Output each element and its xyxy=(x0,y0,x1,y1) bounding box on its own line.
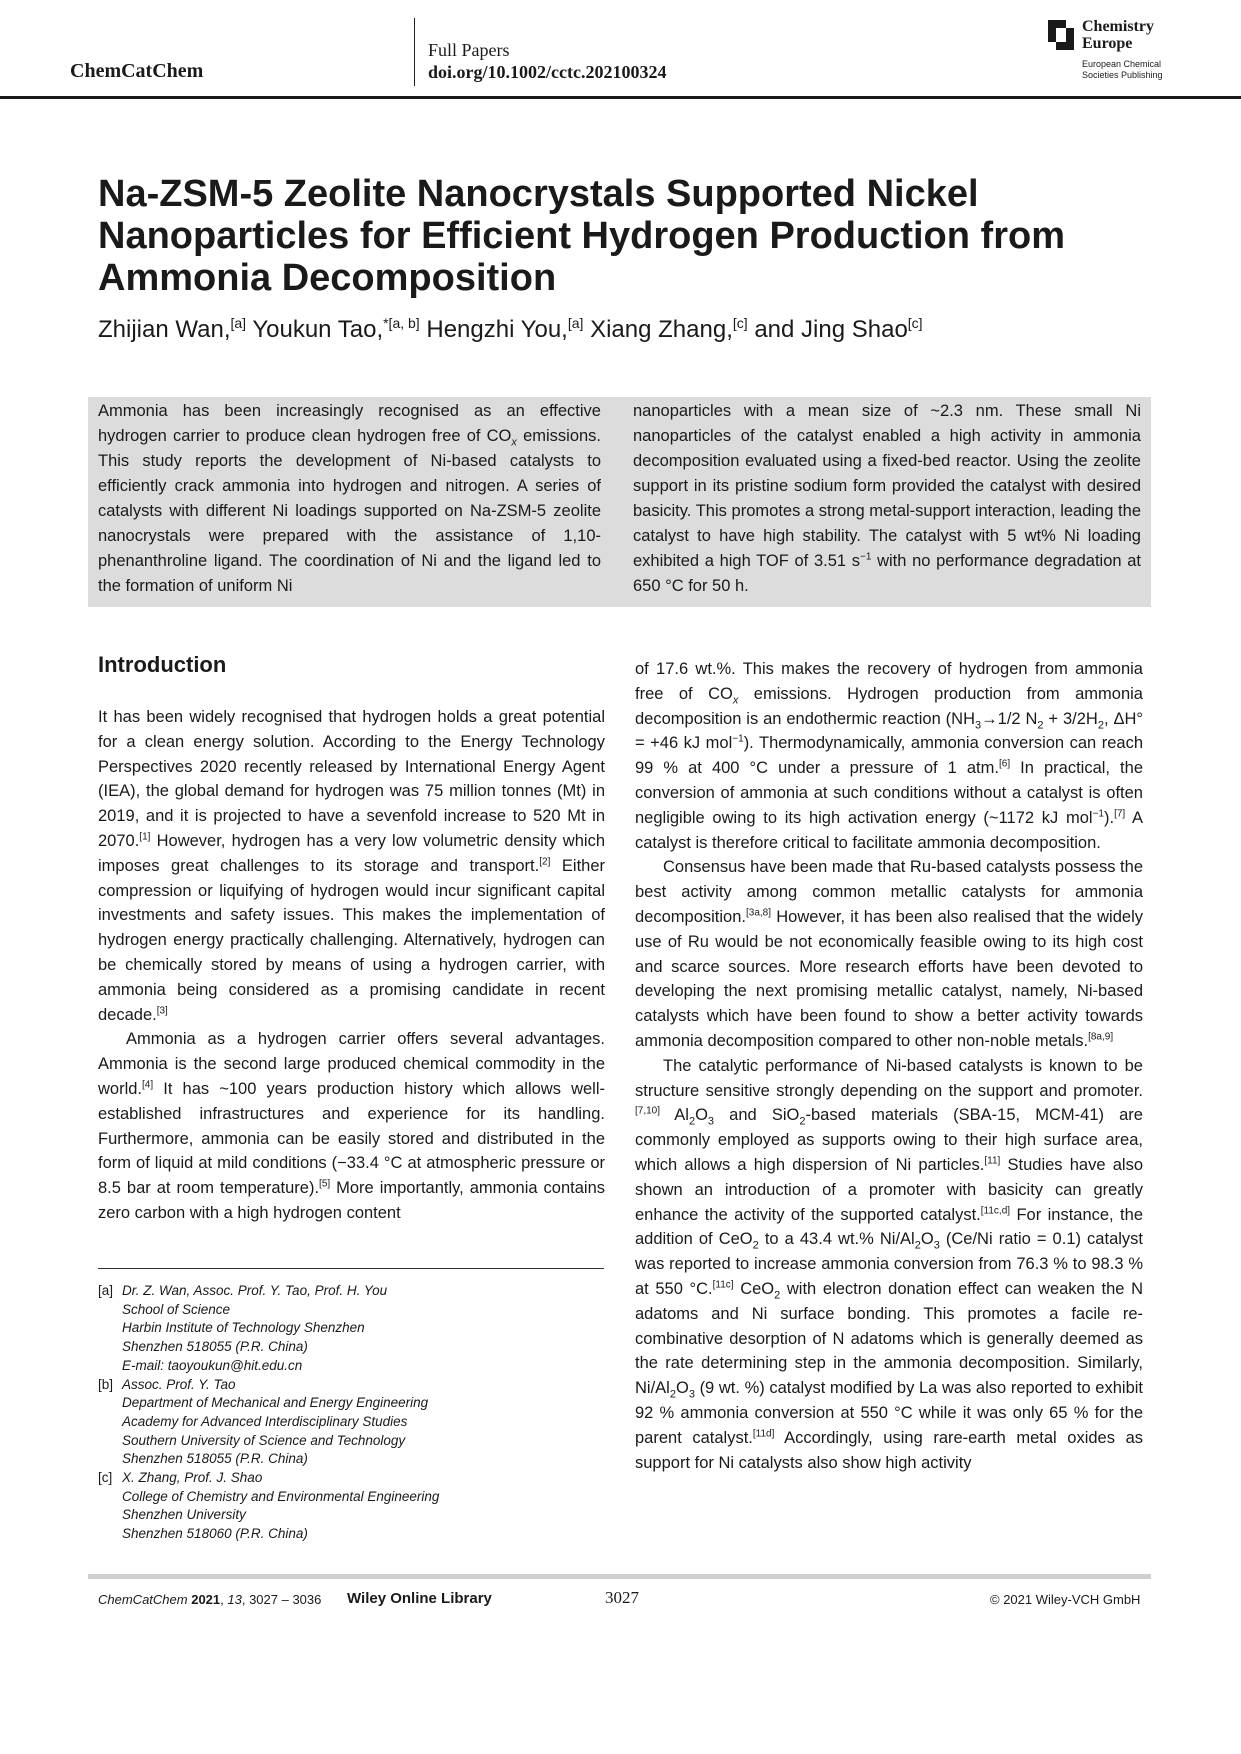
citation-ref[interactable]: [11c,d] xyxy=(980,1205,1011,1217)
citation-ref[interactable]: [4] xyxy=(142,1079,154,1091)
citation-ref[interactable]: [8a,9] xyxy=(1088,1031,1114,1043)
author-affiliation-mark: [c] xyxy=(907,315,923,331)
chemistry-europe-logo-icon xyxy=(1048,20,1074,50)
citation-ref[interactable]: [7,10] xyxy=(635,1105,661,1117)
header-divider xyxy=(414,18,415,86)
citation-ref[interactable]: [5] xyxy=(319,1178,331,1190)
author-name[interactable]: Youkun Tao, xyxy=(252,316,384,343)
article-type: Full Papers xyxy=(428,40,510,60)
citation-ref[interactable]: [2] xyxy=(539,856,551,868)
citation-ref[interactable]: [7] xyxy=(1114,808,1126,820)
author-name[interactable]: Zhijian Wan, xyxy=(98,316,231,343)
author-affiliation-mark: [c] xyxy=(732,315,748,331)
affiliations xyxy=(98,1282,605,1544)
citation-ref[interactable]: [11c] xyxy=(712,1279,734,1291)
footer-rule xyxy=(88,1574,1151,1579)
abstract-column-left: Ammonia has been increasingly recognised as an effective hydrogen carrier to produce clean hydrogen free of $CO_x$ emissions. This study reports the development of Ni-based catalysts to efficiently crack ammonia into hydrogen and nitrogen. A series of catalysts with different Ni loadings supported on Na-ZSM-5 zeolite nanocrystals were prepared with the assistance of 1,10-phenanthroline ligand. The coordination of Ni and the ligand led to the formation of uniform Ni xyxy=(98,402,602,595)
paragraph: Ammonia as a hydrogen carrier offers several advantages. Ammonia is the second large produced chemical commodity in the world.[4] It has ~100 years production history which allows well-established infrastructures and experience for its handling. Furthermore, ammonia can be easily stored and distributed in the form of liquid at mild conditions (−33.4 °C at atmospheric pressure or 8.5 bar at room temperature).[5] More importantly, ammonia contains zero carbon with a high hydrogen content xyxy=(98,1030,605,1222)
body-column-right xyxy=(635,657,1143,1475)
publisher-logo xyxy=(1048,18,1180,82)
author-name[interactable]: Xiang Zhang, xyxy=(590,316,733,343)
citation-ref[interactable]: [11] xyxy=(984,1155,1001,1167)
copyright: © 2021 Wiley-VCH GmbH xyxy=(990,1592,1141,1607)
paragraph: of 17.6 wt.%. This makes the recovery of hydrogen from ammonia free of $CO_x$ emissions. Hydrogen production from ammonia decomposition is an endothermic reaction ($NH_3\to 1/2$ $N_2 + 3/2H_2$, ΔH° = +46 kJ mol$^{-1}$). Thermodynamically, ammonia conversion can reach 99 % at 400 °C under a pressure of 1 atm.[6] In practical, the conversion of ammonia at such conditions without a catalyst is often negligible owing to its high activation energy (~1172 kJ mol$^{-1}$).[7] A catalyst is therefore critical to facilitate ammonia decomposition. xyxy=(635,660,1144,852)
wiley-online-library-link[interactable]: Wiley Online Library xyxy=(347,1590,492,1607)
footnote-rule xyxy=(98,1268,604,1269)
publisher-subtitle-2: Societies Publishing xyxy=(1082,70,1163,80)
citation-ref[interactable]: [6] xyxy=(998,758,1011,770)
abstract-column-right: nanoparticles with a mean size of ~2.3 nm. These small Ni nanoparticles of the catalyst enabled a high activity in ammonia decomposition evaluated using a fixed-bed reactor. Using the zeolite support in its pristine sodium form provided the catalyst with desired basicity. This promotes a strong metal-support interaction, leading the catalyst to have high stability. The catalyst with 5 wt% Ni loading exhibited a high TOF of 3.51 $s^{-1}$ with no performance degradation at 650 °C for 50 h. xyxy=(633,402,1141,595)
affiliation-c: [c] X. Zhang, Prof. J. Shao College of Chemistry and Environmental Engineering Shenzhen University Shenzhen 518060 (P.R. China) xyxy=(98,1470,440,1542)
abstract xyxy=(88,397,1151,607)
author-affiliation-mark: [a] xyxy=(567,315,584,331)
paragraph: Consensus have been made that Ru-based catalysts possess the best activity among common metallic catalysts for ammonia decomposition.[3a,8] However, it has been also realised that the widely use of Ru would be not economically feasible owing to its high cost and scarce sources. More research efforts have been devoted to developing the next promising metallic catalyst, namely, Ni-based catalysts which have been found to show a better activity towards ammonia decomposition compared to other non-noble metals.[8a,9] xyxy=(635,858,1143,1050)
body-column-left xyxy=(98,705,605,1226)
doi-link[interactable]: doi.org/10.1002/cctc.202100324 xyxy=(428,62,667,82)
paragraph: It has been widely recognised that hydrogen holds a great potential for a clean energy solution. According to the Energy Technology Perspectives 2020 recently released by International Energy Agent (IEA), the global demand for hydrogen was 75 million tonnes (Mt) in 2019, and it is projected to have a sevenfold increase to 520 Mt in 2070.[1] However, hydrogen has a very low volumetric density which imposes great challenges to its storage and transport.[2] Either compression or liquifying of hydrogen would incur significant capital investments and safety issues. This makes the implementation of hydrogen energy practically challenging. Alternatively, hydrogen can be chemically stored by means of using a hydrogen carrier, with ammonia being considered as a promising candidate in recent decade.[3] xyxy=(98,708,605,1024)
author-name[interactable]: and Jing Shao xyxy=(754,316,908,343)
journal-name: ChemCatChem xyxy=(70,60,204,82)
article-title: Na-ZSM-5 Zeolite Nanocrystals Supported Nickel Nanoparticles for Efficient Hydrogen Production from Ammonia Decomposition xyxy=(98,173,1065,299)
affiliation-b: [b] Assoc. Prof. Y. Tao Department of Mechanical and Energy Engineering Academy for Advanced Interdisciplinary Studies Southern University of Science and Technology Shenzhen 518055 (P.R. China) xyxy=(98,1376,429,1467)
publisher-subtitle: European Chemical xyxy=(1082,59,1162,69)
author-affiliation-mark: [a] xyxy=(230,315,247,331)
email-link[interactable]: E-mail: taoyoukun@hit.edu.cn xyxy=(122,1357,303,1373)
citation-ref[interactable]: [3a,8] xyxy=(745,907,772,919)
affiliation-a: [a] Dr. Z. Wan, Assoc. Prof. Y. Tao, Prof. H. You School of Science Harbin Institute of Technology Shenzhen Shenzhen 518055 (P.R. China) E-mail: taoyoukun@hit.edu.cn xyxy=(98,1282,605,1376)
paragraph: The catalytic performance of Ni-based catalysts is known to be structure sensitive strongly depending on the support and promoter.[7,10] $Al_2O_3$ and SiO$_2$-based materials (SBA-15, MCM-41) are commonly employed as supports owing to their high surface area, which allows a high dispersion of Ni particles.[11] Studies have also shown an introduction of a promoter with basicity can greatly enhance the activity of the supported catalyst.[11c,d] For instance, the addition of CeO$_2$ to a 43.4 wt.% $Ni/Al_2O_3$ (Ce/Ni ratio = 0.1) catalyst was reported to increase ammonia conversion from 76.3 % to 98.3 % at 550 °C.[11c] CeO$_2$ with electron donation effect can weaken the N adatoms and Ni surface bonding. This promotes a facile re-combinative desorption of N adatoms which is generally deemed as the rate determining step in the ammonia decomposition. Similarly, $Ni/Al_2O_3$ (9 wt. %) catalyst modified by La was also reported to exhibit 92 % ammonia conversion at 550 °C while it was only 65 % for the parent catalyst.[11d] Accordingly, using rare-earth metal oxides as support for Ni catalysts also show high activity xyxy=(635,1056,1143,1472)
citation-ref[interactable]: [11d] xyxy=(752,1428,775,1440)
section-heading-introduction: Introduction xyxy=(98,652,227,677)
author-name[interactable]: Hengzhi You, xyxy=(426,316,568,343)
header-rule xyxy=(0,96,1241,99)
page-number: 3027 xyxy=(605,1588,639,1607)
publisher-name-2: Europe xyxy=(1082,35,1133,52)
citation-ref[interactable]: [1] xyxy=(139,831,151,843)
author-affiliation-mark: *[a, b] xyxy=(383,315,420,331)
footer-citation: ChemCatChem 2021, 13, 3027 – 3036 xyxy=(98,1592,322,1607)
citation-ref[interactable]: [3] xyxy=(156,1005,168,1017)
publisher-name: Chemistry xyxy=(1082,18,1154,35)
author-list xyxy=(98,316,923,344)
